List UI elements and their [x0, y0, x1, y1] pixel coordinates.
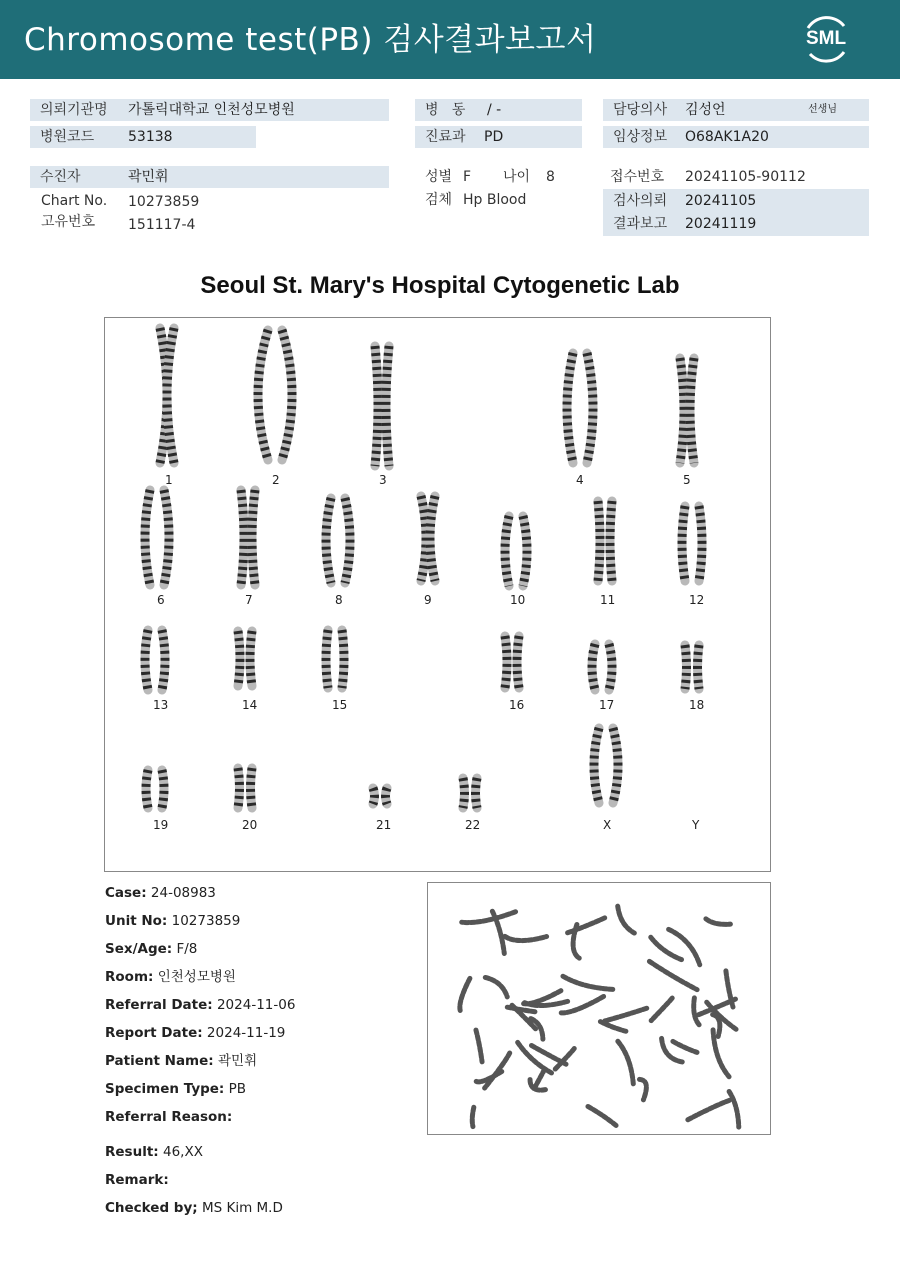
checked-label: Checked by; [105, 1200, 198, 1216]
specimen-type-value: PB [228, 1081, 247, 1097]
metaphase-chromosome [694, 998, 700, 1026]
sexage-label: Sex/Age: [105, 941, 173, 957]
sex-value: F [463, 169, 472, 185]
chromosome-label: 2 [272, 473, 280, 487]
ward-value: / - [487, 102, 502, 118]
chromosome-homolog [609, 644, 612, 690]
patient-name-value: 곽민휘 [217, 1053, 258, 1069]
department-label: 진료과 [425, 129, 466, 145]
physician-field [603, 99, 869, 121]
unit-line [105, 912, 240, 930]
chromosome-label: 11 [600, 593, 616, 607]
chromosome-homolog [476, 778, 478, 808]
metaphase-chromosome [460, 978, 470, 1012]
chromosome-homolog [463, 778, 465, 808]
chromosome-label: 16 [509, 698, 525, 712]
department-field [415, 126, 582, 148]
hospital-code-label: 병원코드 [40, 129, 95, 145]
chromosome-homolog [587, 353, 593, 463]
chromosome-label: 17 [599, 698, 615, 712]
remark-label: Remark: [105, 1172, 169, 1188]
chromosome-homolog [699, 506, 702, 581]
request-label: 검사의뢰 [613, 193, 668, 209]
chromosome-label: 7 [245, 593, 253, 607]
room-label: Room: [105, 969, 154, 985]
sml-logo [800, 12, 852, 66]
chromosome-label: 13 [153, 698, 169, 712]
chromosome-label: 5 [683, 473, 691, 487]
chromosome-homolog [505, 516, 509, 586]
receipt-label: 접수번호 [610, 169, 665, 185]
chromosome-label: 3 [379, 473, 387, 487]
clinical-value: O68AK1A20 [685, 129, 769, 145]
remark-line [105, 1171, 169, 1189]
chromosome-homolog [162, 770, 164, 808]
metaphase-chromosome [649, 961, 697, 989]
receipt-value: 20241105-90112 [685, 169, 806, 185]
report-date-label: Report Date: [105, 1025, 203, 1041]
report-date-value: 2024-11-19 [206, 1025, 286, 1041]
ward-label: 병 동 [425, 102, 466, 118]
chromosome-homolog [690, 358, 694, 463]
lab-title: Seoul St. Mary's Hospital Cytogenetic Lab [200, 272, 680, 299]
chromosome-homolog [598, 501, 600, 581]
institution-label: 의뢰기관명 [40, 102, 108, 118]
metaphase-chromosome [729, 1091, 739, 1127]
chromosome-homolog [167, 328, 174, 463]
chromosome-homolog [258, 330, 268, 460]
chromosome-homolog [345, 498, 350, 583]
case-value: 24-08983 [150, 885, 216, 901]
chromosome-homolog [373, 788, 375, 804]
referral-date-value: 2024-11-06 [216, 997, 296, 1013]
clinical-label: 임상정보 [613, 129, 668, 145]
sexage-value: F/8 [176, 941, 198, 957]
metaphase-chromosome [651, 937, 682, 959]
metaphase-chromosome [485, 1053, 510, 1088]
chromosome-homolog [592, 644, 595, 690]
chromosome-homolog [430, 496, 435, 581]
case-line [105, 884, 216, 902]
chromosome-homolog [241, 490, 244, 585]
result-line [105, 1143, 203, 1161]
physician-suffix: 선생님 [808, 104, 837, 115]
chromosome-homolog [610, 501, 612, 581]
chromosome-label: 21 [376, 818, 392, 832]
metaphase-chromosome [687, 1100, 729, 1120]
karyotype-image [105, 318, 770, 871]
karyotype-panel [104, 317, 771, 872]
metaphase-chromosome [618, 906, 635, 933]
chromosome-label: 8 [335, 593, 343, 607]
report-title: Chromosome test(PB) 검사결과보고서 [24, 22, 597, 58]
metaphase-spread-panel [427, 882, 771, 1135]
unique-label: 고유번호 [41, 214, 96, 230]
chromosome-label: 1 [165, 473, 173, 487]
report-header [0, 0, 900, 79]
unit-label: Unit No: [105, 913, 168, 929]
hospital-code-field [30, 126, 256, 148]
metaphase-chromosome [476, 1030, 482, 1062]
chromosome-homolog [326, 498, 331, 583]
physician-value: 김성언 [685, 102, 726, 118]
report-value: 20241119 [685, 216, 757, 232]
patient-label: 수진자 [40, 169, 81, 185]
specimen-type-line [105, 1080, 246, 1098]
hospital-code-value: 53138 [128, 129, 173, 145]
chromosome-homolog [698, 645, 700, 689]
chromosome-homolog [252, 490, 255, 585]
age-value: 8 [546, 169, 555, 185]
chromosome-homolog [567, 353, 573, 463]
chromosome-homolog [375, 346, 378, 466]
chromosome-homolog [342, 630, 344, 688]
logo-text: SML [805, 28, 847, 49]
chromosome-homolog [386, 346, 389, 466]
chromosome-label: 19 [153, 818, 169, 832]
chromosome-homolog [594, 728, 599, 803]
chromosome-label: 12 [689, 593, 705, 607]
room-value: 인천성모병원 [157, 969, 236, 985]
result-label: Result: [105, 1144, 159, 1160]
referral-reason-label: Referral Reason: [105, 1109, 233, 1125]
chromosome-homolog [282, 330, 292, 460]
physician-label: 담당의사 [613, 102, 668, 118]
clinical-info-field [603, 126, 869, 148]
specimen-label: 검체 [425, 192, 453, 208]
patient-value: 곽민휘 [128, 169, 169, 185]
chromosome-homolog [682, 506, 685, 581]
chart-value: 10273859 [128, 194, 200, 210]
chromosome-homolog [613, 728, 618, 803]
institution-field [30, 99, 389, 121]
chart-label: Chart No. [41, 193, 108, 209]
metaphase-chromosome [472, 1107, 474, 1126]
metaphase-chromosome [563, 976, 615, 989]
metaphase-chromosome [673, 1041, 697, 1052]
chromosome-homolog [421, 496, 426, 581]
chromosome-homolog [146, 770, 148, 808]
request-value: 20241105 [685, 193, 757, 209]
metaphase-chromosome [485, 977, 507, 996]
chromosome-label: 14 [242, 698, 258, 712]
metaphase-chromosome [535, 1069, 545, 1087]
metaphase-chromosome [605, 1008, 647, 1021]
report-date-line [105, 1024, 285, 1042]
chromosome-homolog [145, 490, 150, 585]
chromosome-label: 4 [576, 473, 584, 487]
unique-value: 151117-4 [128, 217, 196, 233]
metaphase-chromosome [713, 1030, 729, 1077]
room-line [105, 968, 236, 986]
chromosome-homolog [523, 516, 527, 586]
chromosome-label: 9 [424, 593, 432, 607]
patient-field [30, 166, 389, 188]
chromosome-homolog [680, 358, 684, 463]
age-label: 나이 [503, 169, 531, 185]
chromosome-homolog [250, 631, 252, 686]
chromosome-homolog [238, 631, 240, 686]
metaphase-chromosome [639, 1079, 646, 1100]
institution-value: 가톨릭대학교 인천성모병원 [128, 102, 295, 118]
referral-date-label: Referral Date: [105, 997, 213, 1013]
chromosome-homolog [251, 768, 253, 808]
sex-label: 성별 [425, 169, 453, 185]
request-report-field [603, 189, 869, 236]
result-value: 46,XX [162, 1144, 203, 1160]
metaphase-image [428, 883, 770, 1134]
chromosome-label: 15 [332, 698, 348, 712]
ward-field [415, 99, 582, 121]
chromosome-homolog [685, 645, 687, 689]
referral-date-line [105, 996, 295, 1014]
referral-reason-line [105, 1108, 232, 1126]
specimen-value: Hp Blood [463, 192, 527, 208]
metaphase-chromosome [651, 998, 672, 1021]
chromosome-label: 22 [465, 818, 481, 832]
checked-by-line [105, 1199, 283, 1217]
unit-value: 10273859 [171, 913, 241, 929]
metaphase-chromosome [505, 936, 547, 940]
metaphase-chromosome [462, 912, 516, 923]
chromosome-label: 10 [510, 593, 526, 607]
chromosome-homolog [164, 490, 169, 585]
specimen-type-label: Specimen Type: [105, 1081, 225, 1097]
department-value: PD [484, 129, 504, 145]
chromosome-label: X [603, 818, 612, 832]
metaphase-chromosome [588, 1106, 616, 1125]
chromosome-label: 6 [157, 593, 165, 607]
chromosome-label: Y [692, 818, 700, 832]
patient-name-line [105, 1052, 257, 1070]
sexage-line [105, 940, 197, 958]
chromosome-homolog [238, 768, 240, 808]
report-label: 결과보고 [613, 216, 668, 232]
metaphase-chromosome [669, 929, 700, 964]
chromosome-homolog [162, 630, 165, 690]
chromosome-homolog [517, 636, 519, 688]
chromosome-label: 18 [689, 698, 705, 712]
case-label: Case: [105, 885, 147, 901]
chromosome-homolog [145, 630, 148, 690]
chromosome-homolog [386, 788, 388, 804]
chromosome-homolog [326, 630, 328, 688]
patient-name-label: Patient Name: [105, 1053, 214, 1069]
chromosome-label: 20 [242, 818, 258, 832]
checked-value: MS Kim M.D [201, 1200, 283, 1216]
chromosome-homolog [505, 636, 507, 688]
metaphase-chromosome [618, 1041, 634, 1085]
metaphase-chromosome [706, 919, 731, 925]
